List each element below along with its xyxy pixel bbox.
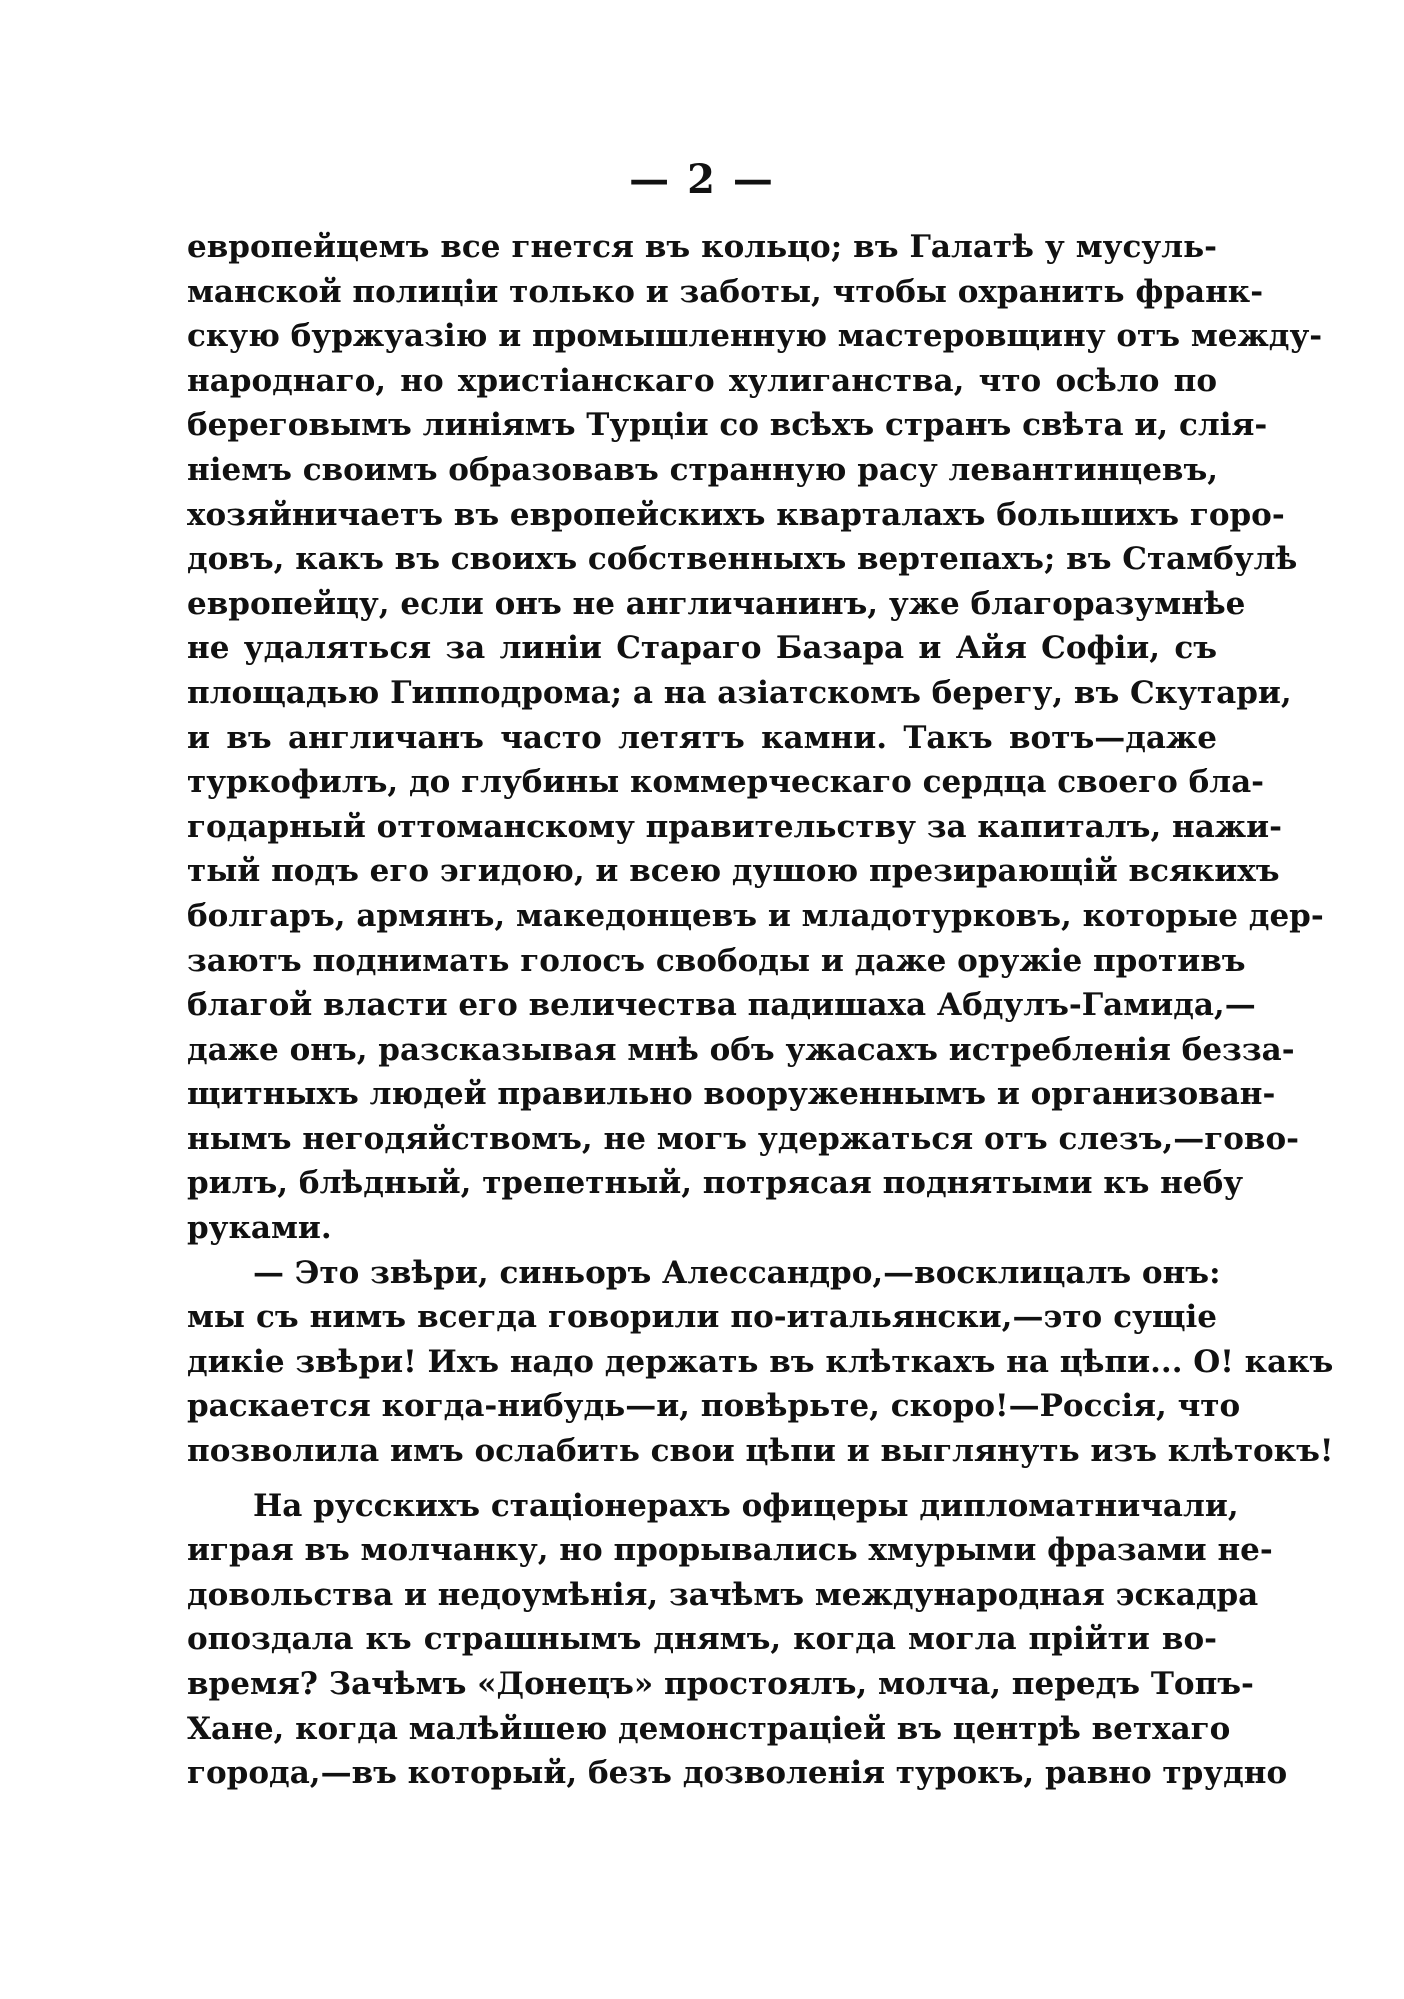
text-line: народнаго, но христіанскаго хулиганства, что осѣло по bbox=[187, 362, 1217, 399]
text-line: береговымъ линіямъ Турціи со всѣхъ странъ свѣта и, слія- bbox=[187, 407, 1268, 444]
text-line: хозяйничаетъ въ европейскихъ кварталахъ большихъ горо- bbox=[187, 496, 1285, 533]
paragraph-2 bbox=[187, 1251, 1334, 1474]
text-line: заютъ поднимать голосъ свободы и даже оружіе противъ bbox=[187, 942, 1246, 979]
text-line: скую буржуазію и промышленную мастеровщину отъ между- bbox=[187, 318, 1323, 355]
page-number: — 2 — bbox=[629, 156, 775, 203]
text-line: опоздала къ страшнымъ днямъ, когда могла прійти во- bbox=[187, 1621, 1217, 1658]
text-line: не удаляться за линіи Стараго Базара и Айя Софіи, съ bbox=[187, 630, 1217, 667]
text-line: европейцу, если онъ не англичанинъ, уже благоразумнѣе bbox=[187, 585, 1246, 622]
text-line: болгаръ, армянъ, македонцевъ и младотурковъ, которые дер- bbox=[187, 897, 1324, 934]
text-line: довъ, какъ въ своихъ собственныхъ вертепахъ; въ Стамбулѣ bbox=[187, 541, 1298, 578]
text-line: площадью Гипподрома; а на азіатскомъ берегу, въ Скутари, bbox=[187, 674, 1292, 711]
text-line: дикіе звѣри! Ихъ надо держать въ клѣткахъ на цѣпи... О! какъ bbox=[187, 1343, 1334, 1380]
text-line: раскается когда-нибудь—и, повѣрьте, скоро!—Россія, что bbox=[187, 1388, 1241, 1425]
text-line: и въ англичанъ часто летятъ камни. Такъ вотъ—даже bbox=[187, 719, 1217, 756]
text-line: годарный оттоманскому правительству за капиталъ, нажи- bbox=[187, 808, 1282, 845]
text-line: благой власти его величества падишаха Абдулъ-Гамида,— bbox=[187, 987, 1256, 1024]
text-line: тый подъ его эгидою, и всею душою презирающій всякихъ bbox=[187, 853, 1280, 890]
text-line: время? Зачѣмъ «Донецъ» простоялъ, молча, передъ Топъ- bbox=[187, 1666, 1254, 1702]
text-line: руками. bbox=[187, 1210, 332, 1247]
text-line: европейцемъ все гнется въ кольцо; въ Галатѣ у мусуль- bbox=[187, 229, 1217, 265]
text-line: манской полиціи только и заботы, чтобы охранить франк- bbox=[187, 273, 1264, 310]
text-line: рилъ, блѣдный, трепетный, потрясая поднятыми къ небу bbox=[187, 1165, 1244, 1202]
body-text bbox=[187, 225, 1334, 1796]
text-line: мы съ нимъ всегда говорили по-итальянски,—это сущіе bbox=[187, 1299, 1217, 1336]
text-line: позволила имъ ослабить свои цѣпи и выглянуть изъ клѣтокъ! bbox=[187, 1433, 1334, 1470]
text-line: — Это звѣри, синьоръ Алессандро,—восклицалъ онъ: bbox=[253, 1254, 1221, 1291]
paragraph-gap bbox=[187, 1474, 1217, 1484]
text-line: нымъ негодяйствомъ, не могъ удержаться отъ слезъ,—гово- bbox=[187, 1120, 1300, 1157]
text-line: даже онъ, разсказывая мнѣ объ ужасахъ истребленія безза- bbox=[187, 1031, 1295, 1068]
text-line: На русскихъ стаціонерахъ офицеры дипломатничали, bbox=[253, 1487, 1239, 1524]
paragraph-1 bbox=[187, 225, 1324, 1251]
text-line: щитныхъ людей правильно вооруженнымъ и организован- bbox=[187, 1076, 1276, 1113]
text-line: довольства и недоумѣнія, зачѣмъ международная эскадра bbox=[187, 1576, 1259, 1613]
text-line: играя въ молчанку, но прорывались хмурыми фразами не- bbox=[187, 1532, 1273, 1569]
text-line: ніемъ своимъ образовавъ странную расу левантинцевъ, bbox=[187, 451, 1219, 488]
text-line: города,—въ который, безъ дозволенія турокъ, равно трудно bbox=[187, 1755, 1288, 1792]
paragraph-3 bbox=[187, 1484, 1288, 1796]
text-line: Хане, когда малѣйшею демонстраціей въ центрѣ ветхаго bbox=[187, 1710, 1231, 1747]
text-line: туркофилъ, до глубины коммерческаго сердца своего бла- bbox=[187, 764, 1265, 801]
